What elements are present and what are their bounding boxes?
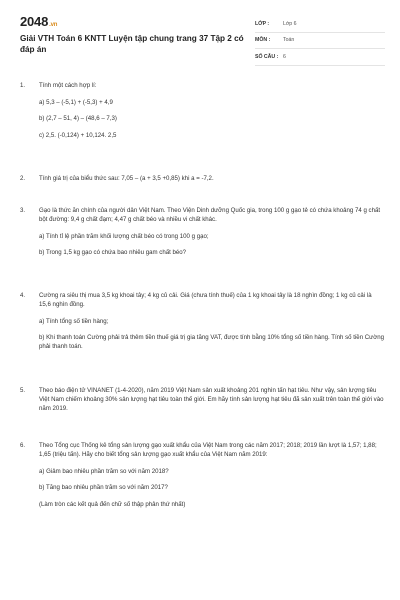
meta-row-count (255, 49, 385, 66)
question-part: a) 5,3 – (-5,1) + (-5,3) + 4,9 (39, 98, 113, 106)
question-5 (20, 386, 385, 413)
question-part: b) Khi thanh toán Cường phải trả thêm tiền thuế giá trị gia tăng VAT, được tính bằng 10% tổng số tiền hàng. Tính số tiền Cường phải thanh toán. (39, 334, 385, 350)
question-note: (Làm tròn các kết quả đến chữ số thập phân thứ nhất) (39, 500, 186, 508)
question-number: 3. (20, 207, 26, 214)
question-6 (20, 441, 385, 509)
question-part: b) (2,7 – 51, 4) – (48,6 – 7,3) (39, 115, 117, 122)
question-part: b) Trong 1,5 kg gạo có chứa bao nhiêu gam chất béo? (39, 249, 187, 256)
question-3 (20, 206, 385, 257)
meta-value: 6 (283, 53, 286, 60)
question-number: 4. (20, 292, 26, 299)
meta-row-class (255, 16, 385, 33)
question-part: a) Giảm bao nhiêu phần trăm so với năm 2018? (39, 467, 169, 475)
meta-key: SỐ CÂU : (255, 53, 279, 60)
question-part: b) Tăng bao nhiêu phần trăm so với năm 2017? (39, 484, 168, 491)
question-number: 6. (20, 442, 26, 449)
question-part: a) Tính tổng số tiền hàng; (39, 317, 109, 325)
logo-suffix: .vn (49, 22, 58, 28)
site-logo[interactable] (20, 14, 57, 29)
meta-row-subject (255, 33, 385, 50)
meta-table (255, 16, 385, 66)
meta-key: MÔN : (255, 37, 271, 44)
question-number: 2. (20, 175, 26, 182)
meta-value: Lớp 6 (283, 20, 297, 27)
question-number: 1. (20, 82, 26, 89)
meta-key: LỚP : (255, 20, 270, 27)
question-text: Theo Tổng cục Thống kê tổng sản lượng gạo xuất khẩu của Việt Nam trong các năm 2017; 2018; 2019 lần lượt là 1,57; 1,88; 1,65 (triệu tấn). Hãy cho biết tổng sản lượng gạo xuất khẩu của Việt Nam năm 2019: (39, 442, 377, 458)
document-title: Giải VTH Toán 6 KNTT Luyện tập chung trang 37 Tập 2 có đáp án (20, 34, 244, 54)
question-4 (20, 291, 385, 351)
question-text: Theo báo điện tử VINANET (1-4-2020), năm 2019 Việt Nam sản xuất khoảng 201 nghìn tấn hạt tiêu. Như vậy, sản lượng tiêu Việt Nam chiếm khoảng 30% sản lượng hạt tiêu toàn thế giới. Em hãy tính sản lượng hạt tiêu đã sản xuất trên toàn thế giới vào năm 2019. (39, 387, 384, 412)
question-number: 5. (20, 387, 26, 394)
question-text: Cường ra siêu thị mua 3,5 kg khoai tây; 4 kg củ cải. Giá (chưa tính thuế) của 1 kg khoai tây là 18 nghìn đồng; 1 kg củ cải là 15,6 nghìn đồng. (39, 292, 372, 308)
question-1 (20, 81, 385, 140)
logo-text: 2048 (20, 14, 49, 29)
question-part: c) 2,5. (-0,124) + 10,124. 2,5 (39, 131, 117, 139)
question-2 (20, 174, 385, 183)
question-part: a) Tính tỉ lệ phần trăm khối lượng chất béo có trong 100 g gạo; (39, 232, 209, 240)
question-text: Tính một cách hợp lí: (39, 82, 97, 89)
meta-value: Toán (283, 37, 295, 44)
question-text: Gạo là thức ăn chính của người dân Việt Nam. Theo Viện Dinh dưỡng Quốc gia, trong 100 g gạo tẻ có chứa khoảng 74 g chất bột đường: 9,4 g chất đạm; 4,47 g chất béo và nhiều vi chất khác. (39, 207, 381, 223)
question-text: Tính giá trị của biểu thức sau: 7,05 – (a + 3,5 +0,85) khi a = -7,2. (39, 175, 214, 182)
